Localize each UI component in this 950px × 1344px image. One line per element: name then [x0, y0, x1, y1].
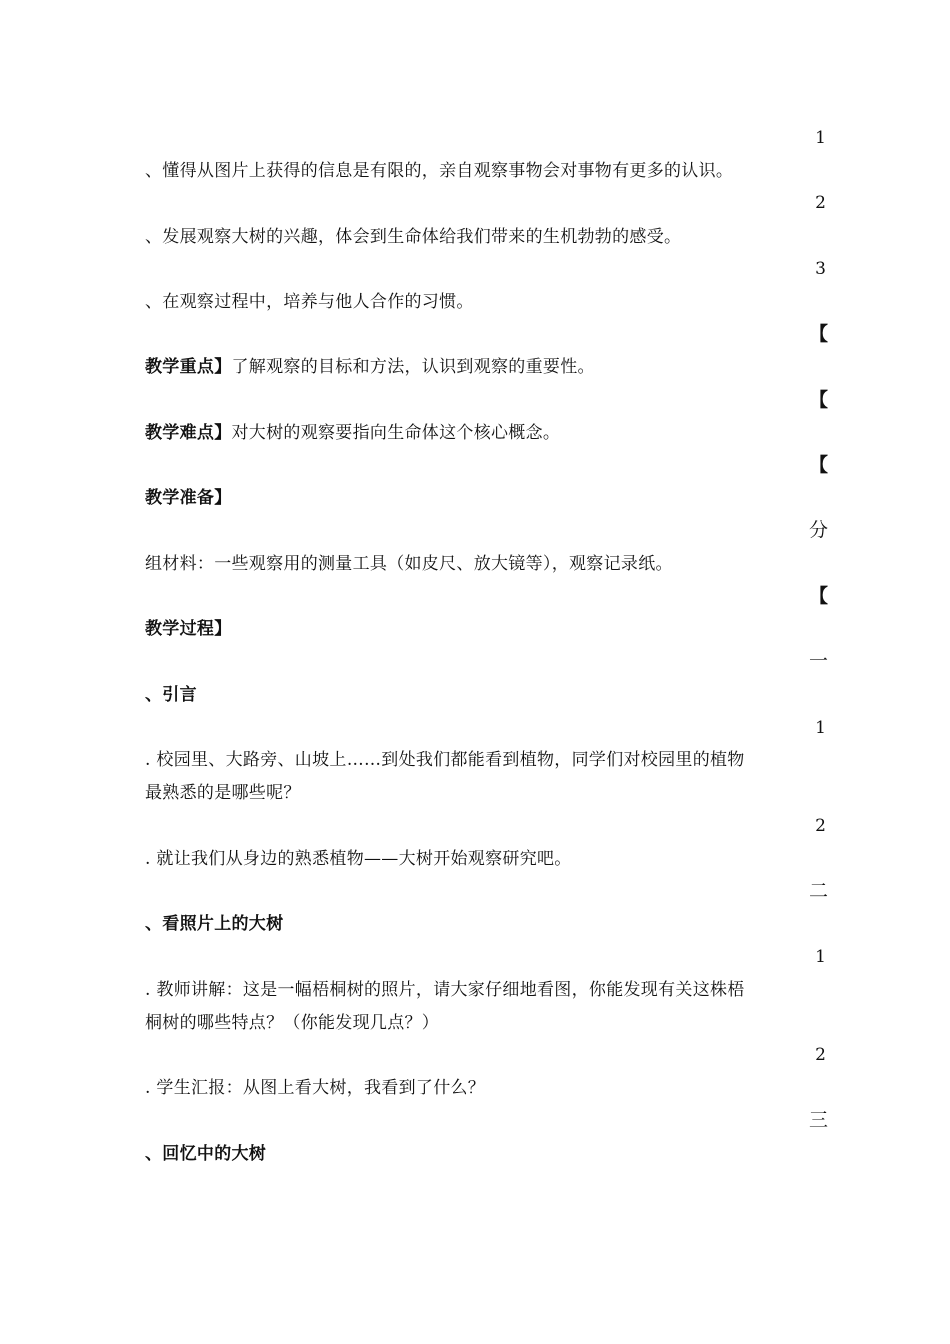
section-number: 三 — [808, 1109, 828, 1131]
key-point-label: 教学重点】 — [145, 357, 232, 377]
item-number: 1 — [815, 718, 826, 738]
section-bracket: 【 — [808, 454, 828, 476]
difficult-point-label: 教学难点】 — [145, 423, 232, 443]
process-label: 教学过程】 — [145, 619, 232, 639]
objective-number: 2 — [815, 193, 826, 213]
preparation-label: 教学准备】 — [145, 488, 232, 508]
objective-text: 、懂得从图片上获得的信息是有限的，亲自观察事物会对事物有更多的认识。 — [145, 161, 734, 181]
section-title: 、回忆中的大树 — [145, 1144, 267, 1164]
difficult-point-text: 对大树的观察要指向生命体这个核心概念。 — [231, 423, 561, 443]
section-bracket: 【 — [808, 389, 828, 411]
objective-text: 、发展观察大树的兴趣，体会到生命体给我们带来的生机勃勃的感受。 — [145, 227, 682, 247]
section-bracket: 【 — [808, 585, 828, 607]
key-point — [145, 352, 810, 382]
preparation-marker: 分 — [808, 519, 828, 541]
section-number: 一 — [808, 650, 828, 672]
item-text: . 校园里、大路旁、山坡上……到处我们都能看到植物，同学们对校园里的植物 — [145, 750, 745, 770]
item-number: 1 — [815, 947, 826, 967]
section-title: 、引言 — [145, 685, 197, 705]
section-title: 、看照片上的大树 — [145, 914, 284, 934]
item-number: 2 — [815, 1045, 826, 1065]
section-bracket: 【 — [808, 323, 828, 345]
objective-number: 1 — [815, 128, 826, 148]
item-text: . 教师讲解：这是一幅梧桐树的照片，请大家仔细地看图，你能发现有关这株梧 — [145, 980, 745, 1000]
item-number: 2 — [815, 816, 826, 836]
objective-number: 3 — [815, 259, 826, 279]
objective-text: 、在观察过程中，培养与他人合作的习惯。 — [145, 292, 474, 312]
preparation-text: 组材料：一些观察用的测量工具（如皮尺、放大镜等），观察记录纸。 — [145, 554, 673, 574]
difficult-point — [145, 418, 810, 448]
section-number: 二 — [808, 880, 828, 902]
item-text: . 就让我们从身边的熟悉植物——大树开始观察研究吧。 — [145, 849, 572, 869]
item-text-continued: 最熟悉的是哪些呢？ — [145, 783, 301, 803]
key-point-text: 了解观察的目标和方法，认识到观察的重要性。 — [231, 357, 595, 377]
item-text-continued: 桐树的哪些特点？（你能发现几点？） — [145, 1013, 440, 1033]
item-text: . 学生汇报：从图上看大树，我看到了什么？ — [145, 1078, 486, 1098]
